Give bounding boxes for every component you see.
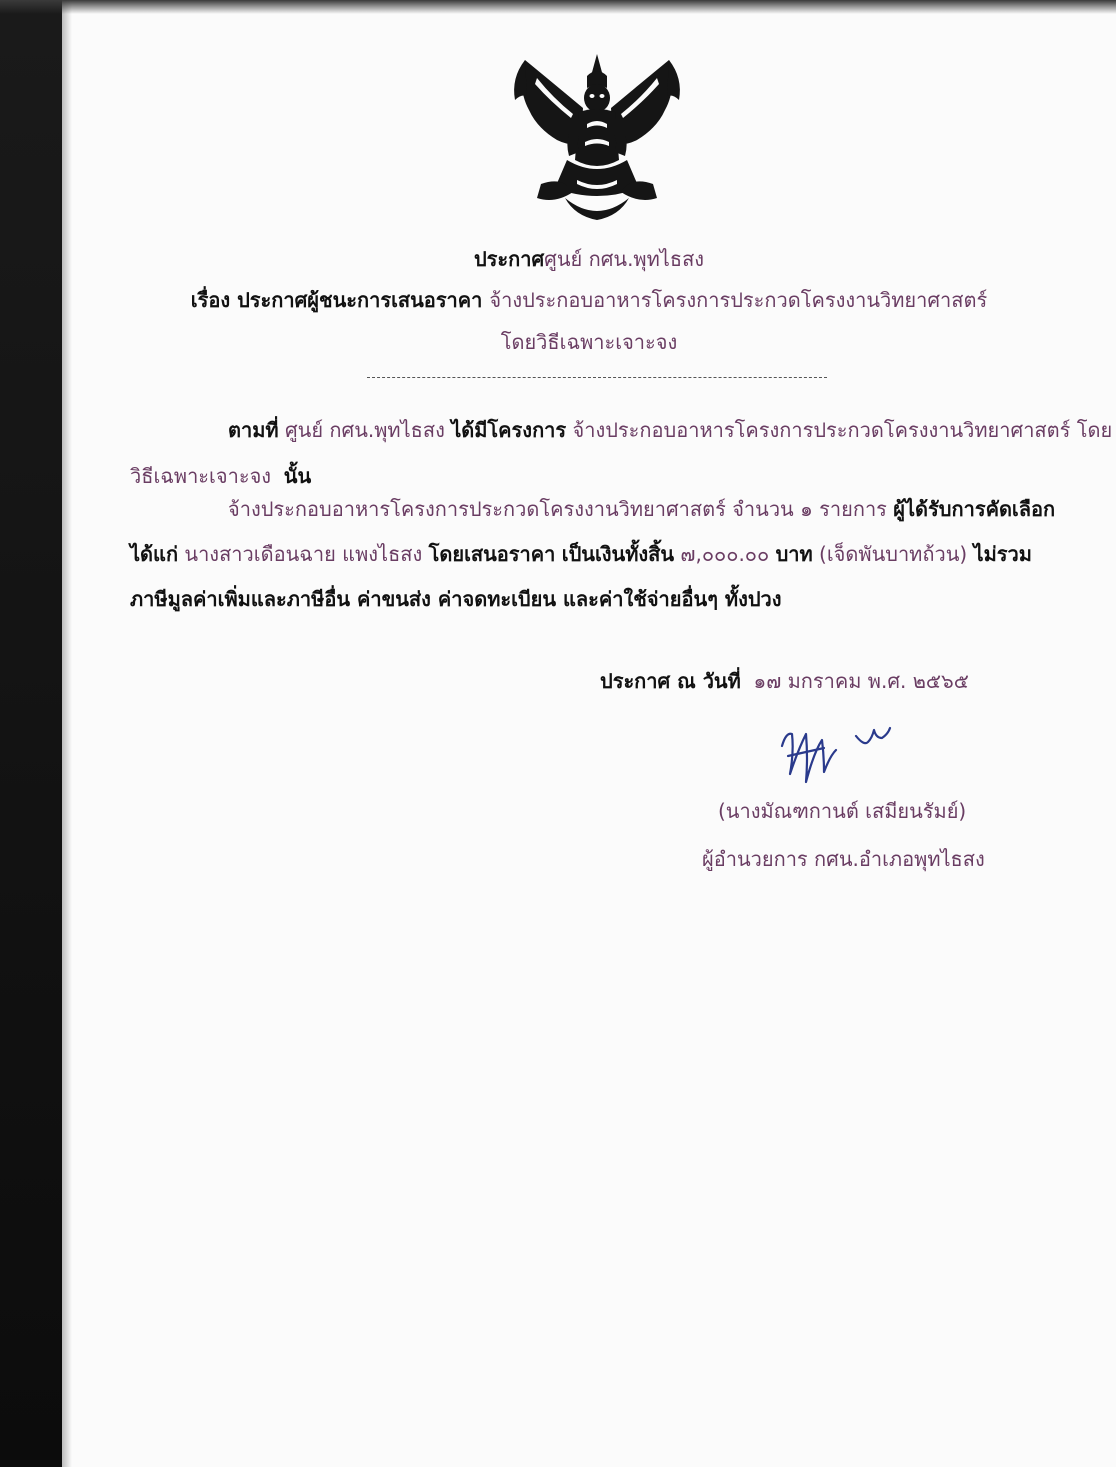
signatory-position: ผู้อำนวยการ กศน.อำเภอพุทไธสง	[702, 847, 985, 871]
procurement-method: โดยวิธีเฉพาะเจาะจง	[500, 330, 678, 354]
signatory-name: (นางมัณฑกานต์ เสมียนรัมย์)	[718, 799, 967, 823]
announcement-title: ประกาศศูนย์ กศน.พุทไธสง	[473, 247, 705, 271]
document-page	[62, 0, 1116, 1467]
announcement-date: ประกาศ ณ วันที่ ๑๗ มกราคม พ.ศ. ๒๕๖๕	[600, 669, 969, 693]
announcement-subject: เรื่อง ประกาศผู้ชนะการเสนอราคา จ้างประกอบอาหารโครงการประกวดโครงงานวิทยาศาสตร์	[190, 288, 988, 312]
scan-left-edge	[0, 0, 62, 1467]
paragraph-1-line-1: ตามที่ ศูนย์ กศน.พุทไธสง ได้มีโครงการ จ้างประกอบอาหารโครงการประกวดโครงงานวิทยาศาสตร์ โดย	[228, 418, 1113, 442]
paragraph-2-line-1: จ้างประกอบอาหารโครงการประกวดโครงงานวิทยาศาสตร์ จำนวน ๑ รายการ ผู้ได้รับการคัดเลือก	[228, 497, 1056, 521]
handwritten-signature	[772, 712, 922, 792]
paragraph-1-line-2: วิธีเฉพาะเจาะจง นั้น	[130, 464, 312, 488]
divider-line	[367, 377, 827, 378]
paragraph-2-line-2: ได้แก่ นางสาวเดือนฉาย แพงไธสง โดยเสนอราคา เป็นเงินทั้งสิ้น ๗,๐๐๐.๐๐ บาท (เจ็ดพันบาทถ้วน) ไม่รวม	[130, 542, 1032, 566]
paragraph-2-line-3: ภาษีมูลค่าเพิ่มและภาษีอื่น ค่าขนส่ง ค่าจดทะเบียน และค่าใช้จ่ายอื่นๆ ทั้งปวง	[130, 587, 782, 611]
garuda-emblem-icon	[507, 48, 687, 224]
